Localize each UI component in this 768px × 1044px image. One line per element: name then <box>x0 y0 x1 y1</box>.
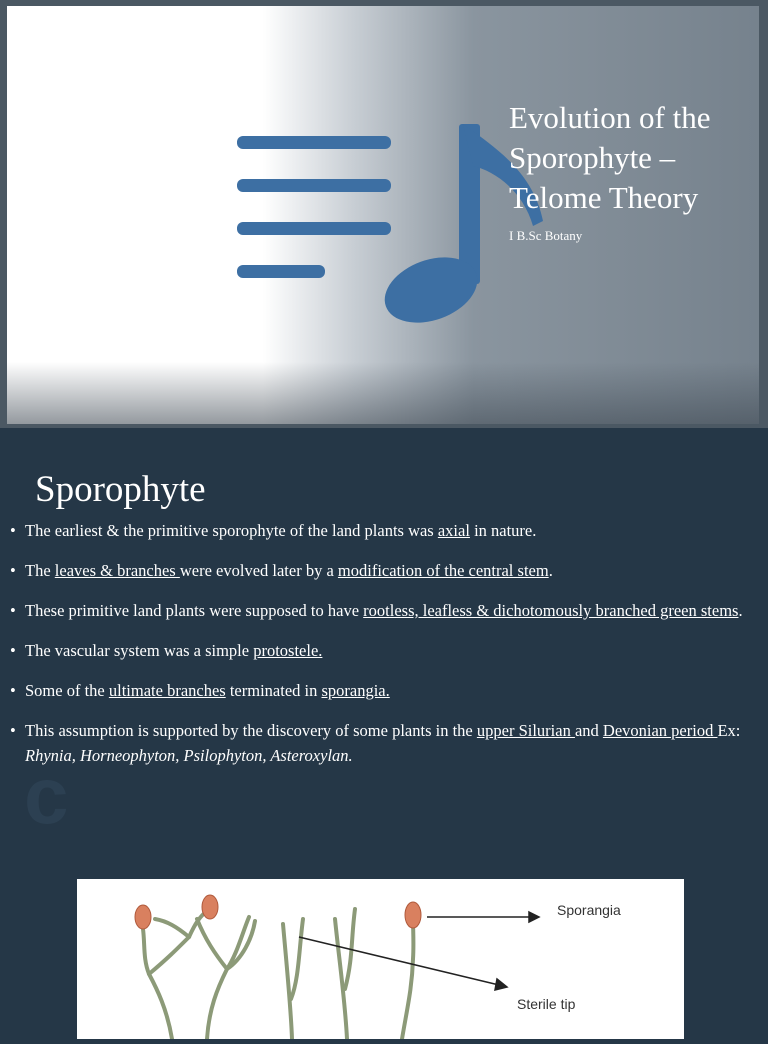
underlined-term: modification of the central stem <box>337 561 549 580</box>
bullet-item <box>10 598 750 623</box>
bullet-text: and <box>574 721 603 740</box>
sterile-tip-label: Sterile tip <box>517 996 576 1012</box>
bullet-list <box>10 518 750 783</box>
bullet-text: The vascular system was a simple <box>25 641 254 660</box>
title-slide <box>0 0 768 428</box>
slide-title: Evolution of the Sporophyte – Telome Theory <box>509 100 711 215</box>
bullet-item <box>10 518 750 543</box>
underlined-term: rootless, leafless & dichotomously branched green stems <box>363 601 739 620</box>
bullet-text: The earliest & the primitive sporophyte of the land plants was <box>25 521 438 540</box>
slide-heading: Sporophyte <box>35 469 206 510</box>
bullet-dot: • <box>10 641 16 660</box>
sporangia-label: Sporangia <box>557 902 621 918</box>
bottom-shade <box>7 362 759 424</box>
bullet-text: . <box>738 601 743 620</box>
underlined-term: leaves & branches <box>54 561 180 580</box>
bullet-text: Some of the <box>25 681 109 700</box>
bullet-item <box>10 678 750 703</box>
telome-figure <box>77 879 684 1039</box>
underlined-term: protostele. <box>253 641 323 660</box>
italic-examples: Rhynia, Horneophyton, Psilophyton, Asteroxylan. <box>25 746 353 765</box>
bullet-text: This assumption is supported by the discovery of some plants in the <box>25 721 477 740</box>
bullet-text: . <box>548 561 553 580</box>
underlined-term: ultimate branches <box>108 681 226 700</box>
bullet-text: in nature. <box>469 521 537 540</box>
bullet-item <box>10 718 750 768</box>
bullet-dot: • <box>10 721 16 740</box>
slide-subtitle: I B.Sc Botany <box>509 228 583 243</box>
bullet-item <box>10 558 750 583</box>
bullet-text: were evolved later by a <box>179 561 338 580</box>
bullet-text: terminated in <box>225 681 322 700</box>
music-note-list-icon <box>233 116 553 326</box>
bullet-dot: • <box>10 561 16 580</box>
underlined-term: Devonian period <box>602 721 718 740</box>
content-slide <box>0 428 768 1024</box>
bullet-item <box>10 638 750 663</box>
underlined-term: upper Silurian <box>476 721 575 740</box>
bullet-dot: • <box>10 681 16 700</box>
bullet-text: The <box>25 561 55 580</box>
bullet-dot: • <box>10 521 16 540</box>
bullet-text: Ex: <box>717 721 741 740</box>
underlined-term: axial <box>437 521 470 540</box>
bullet-dot: • <box>10 601 16 620</box>
underlined-term: sporangia. <box>321 681 390 700</box>
bullet-text: These primitive land plants were supposed to have <box>25 601 364 620</box>
watermark-letter: c <box>24 751 69 840</box>
